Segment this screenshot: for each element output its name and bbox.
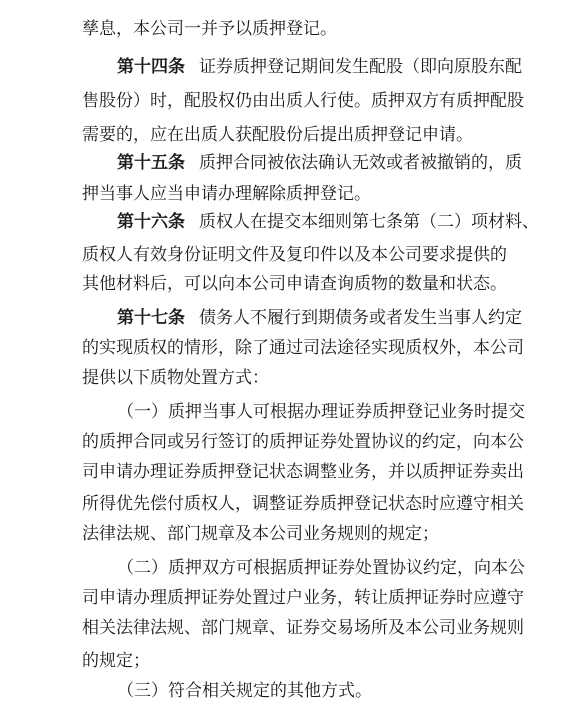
clause-2-line-2 xyxy=(0,582,576,614)
article-heading: 第十七条 xyxy=(117,308,185,328)
article-text: 的实现质权的情形，除了通过司法途径实现质权外，本公司 xyxy=(82,338,524,358)
clause-text: 的质押合同或另行签订的质押证券处置协议的约定，向本公 xyxy=(82,432,524,452)
article-text: 证券质押登记期间发生配股（即向原股东配 xyxy=(199,57,522,77)
clause-3-line-1 xyxy=(0,675,576,707)
clause-text: 相关法律法规、部门规章、证券交易场所及本公司业务规则 xyxy=(82,618,524,638)
article-16-line-1 xyxy=(0,206,576,238)
clause-text: （一）质押当事人可根据办理证券质押登记业务时提交 xyxy=(117,402,525,422)
clause-2-line-3 xyxy=(0,612,576,644)
article-text: 债务人不履行到期债务或者发生当事人约定 xyxy=(199,308,522,328)
article-17-line-3 xyxy=(0,362,576,394)
clause-text: 司申请办理证券质押登记状态调整业务，并以质押证券卖出 xyxy=(82,462,524,482)
article-text: 需要的，应在出质人获配股份后提出质押登记申请。 xyxy=(82,125,473,145)
clause-text: 法律法规、部门规章及本公司业务规则的规定； xyxy=(82,524,439,544)
clause-text: （二）质押双方可根据质押证券处置协议约定，向本公 xyxy=(117,558,525,578)
continuation-text: 孳息，本公司一并予以质押登记。 xyxy=(82,19,337,39)
clause-2-line-1 xyxy=(0,552,576,584)
article-text: 提供以下质物处置方式： xyxy=(82,368,269,388)
clause-1-line-3 xyxy=(0,456,576,488)
article-15-line-1 xyxy=(0,147,576,179)
article-text: 押当事人应当申请办理解除质押登记。 xyxy=(82,184,371,204)
article-text: 其他材料后，可以向本公司申请查询质物的数量和状态。 xyxy=(82,274,507,294)
article-heading: 第十六条 xyxy=(117,212,185,232)
article-heading: 第十四条 xyxy=(117,57,185,77)
clause-text: 的规定； xyxy=(82,651,150,671)
clause-text: （三）符合相关规定的其他方式。 xyxy=(117,681,372,701)
clause-1-line-1 xyxy=(0,396,576,428)
clause-text: 所得优先偿付质权人，调整证券质押登记状态时应遵守相关 xyxy=(82,494,524,514)
article-16-line-2 xyxy=(0,239,576,271)
article-14-line-2 xyxy=(0,85,576,117)
clause-text: 司申请办理质押证券处置过户业务，转让质押证券时应遵守 xyxy=(82,588,524,608)
article-text: 质押合同被依法确认无效或者被撤销的，质 xyxy=(199,153,522,173)
paragraph-line xyxy=(0,13,576,45)
clause-1-line-5 xyxy=(0,518,576,550)
article-16-line-3 xyxy=(0,268,576,300)
article-text: 售股份）时，配股权仍由出质人行使。质押双方有质押配股 xyxy=(82,91,524,111)
clause-2-line-4 xyxy=(0,645,576,677)
article-17-line-2 xyxy=(0,332,576,364)
clause-1-line-4 xyxy=(0,488,576,520)
article-14-line-1 xyxy=(0,51,576,83)
article-text: 质权人在提交本细则第七条第（二）项材料、 xyxy=(199,212,539,232)
article-heading: 第十五条 xyxy=(117,153,185,173)
article-17-line-1 xyxy=(0,302,576,334)
article-text: 质权人有效身份证明文件及复印件以及本公司要求提供的 xyxy=(82,245,507,265)
clause-1-line-2 xyxy=(0,426,576,458)
